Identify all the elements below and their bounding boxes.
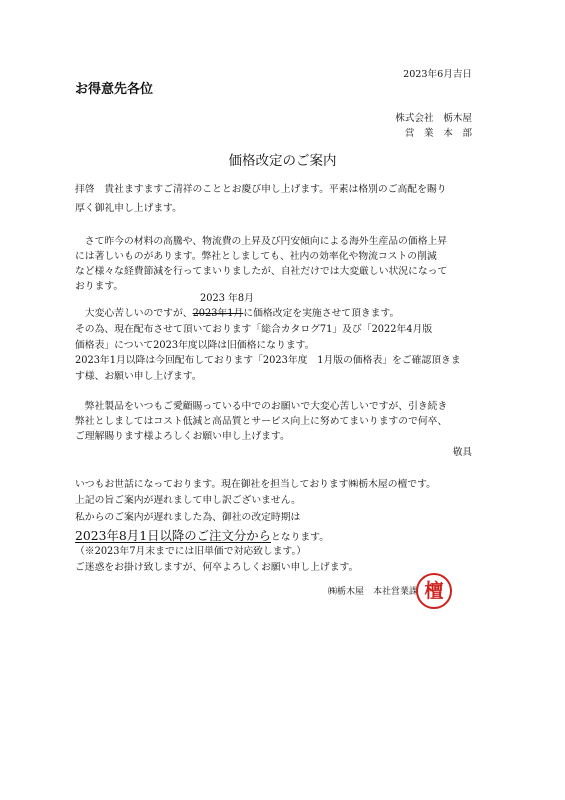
closing-line: 弊社としましてはコスト低減と高品質とサービス向上に努めてまいりますので何卒、	[75, 416, 448, 427]
emphasis-suffix: となります。	[271, 532, 329, 543]
recipient-heading: お得意先各位	[75, 82, 154, 97]
signature: ㈱栃木屋 本社営業課	[328, 587, 419, 597]
catalog-line: 価格表」について2023年度以降は旧価格になります。	[75, 340, 315, 351]
situation-line: おります。	[75, 281, 124, 292]
note-line: （※2023年7月末までには旧単価で対応致します。）	[75, 546, 307, 557]
closing-line: ご理解賜ります様よろしくお願い申し上げます。	[75, 431, 290, 442]
closing-line: 弊社製品をいつもご愛顧賜っている中でのお願いで大変心苦しいですが、引き続き	[75, 401, 448, 412]
revision-suffix: に価格改定を実施させて頂きます。	[243, 308, 400, 319]
complimentary-close: 敬具	[452, 447, 472, 458]
seal-stamp: 檀	[416, 573, 452, 609]
date-correction: 2023 年8月	[200, 293, 254, 304]
revision-prefix: 大変心苦しいのですが、	[75, 308, 193, 319]
catalog-line: その為、現在配布させて頂いております「総合カタログ71」及び「2022年4月版	[75, 324, 433, 335]
note-line: 私からのご案内が遅れました為、御社の改定時期は	[75, 512, 301, 523]
greeting-line: 拝啓 貴社ますますご清祥のこととお慶び申し上げます。平素は格別のご高配を賜り	[75, 184, 447, 195]
catalog-line: す様、お願い申し上げます。	[75, 371, 202, 382]
letter-title: 価格改定のご案内	[228, 153, 337, 169]
effective-date-emphasis: 2023年8月1日以降のご注文分から	[75, 528, 271, 543]
revision-line	[75, 307, 399, 321]
situation-line: には著しいものがあります。弊社としましても、社内の効率化や物流コストの削減	[75, 251, 437, 262]
note-line: 上記の旨ご案内が遅れまして申し訳ございません。	[75, 495, 301, 506]
sender-department: 営 業 本 部	[404, 128, 472, 139]
letter-date: 2023年6月吉日	[403, 69, 472, 80]
note-line: いつもお世話になっております。現在御社を担当しております㈱栃木屋の檀です。	[75, 479, 436, 490]
struck-date: 2023年1月	[192, 308, 244, 319]
greeting-line: 厚く御礼申し上げます。	[75, 203, 182, 214]
note-line: ご迷惑をお掛け致しますが、何卒よろしくお願い申し上げます。	[75, 562, 359, 573]
situation-line: さて昨今の材料の高騰や、物流費の上昇及び円安傾向による海外生産品の価格上昇	[75, 236, 448, 247]
sender-company: 株式会社 栃木屋	[395, 113, 472, 124]
situation-line: など様々な経費節減を行ってまいりましたが、自社だけでは大変厳しい状況になって	[75, 266, 448, 277]
emphasis-line	[75, 527, 329, 546]
catalog-line: 2023年1月以降は今回配布しております「2023年度 1月版の価格表」をご確認頂きま	[75, 355, 461, 366]
